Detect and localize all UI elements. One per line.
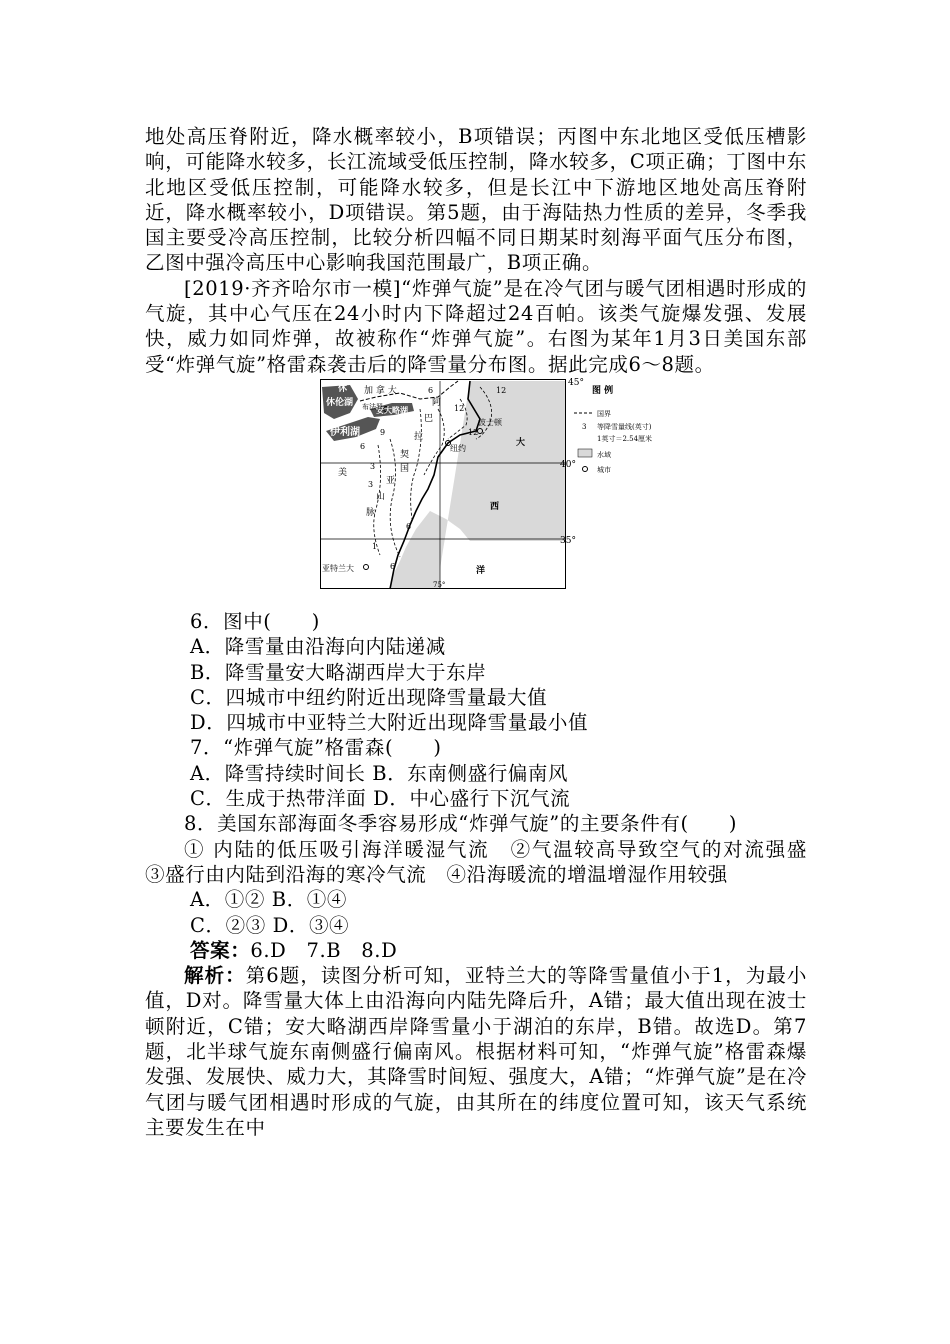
lake-ontario-label: 安大略湖 (376, 404, 408, 415)
document-page (145, 124, 828, 1140)
appalachian-label-5: 亚 (386, 475, 396, 486)
ocean-label-3: 洋 (476, 565, 486, 576)
usa-label-1: 美 (338, 467, 348, 478)
ocean-label-2: 西 (490, 501, 500, 512)
isoline-label: 12 (496, 385, 507, 395)
q6-option-c: C．四城市中纽约附近出现降雪量最大值 (190, 685, 548, 709)
isoline-label: 3 (370, 461, 376, 471)
legend-title: 图 例 (592, 385, 614, 396)
atlanta-label: 亚特兰大 (322, 563, 354, 573)
q6-option-d: D．四城市中亚特兰大附近出现降雪量最小值 (190, 711, 589, 735)
q8-stem: 8．美国东部海面冬季容易形成“炸弹气旋”的主要条件有( ) (184, 812, 738, 836)
answer-text: 6.D 7.B 8.D (250, 938, 398, 962)
q7-options-ab: A．降雪持续时间长 B．东南侧盛行偏南风 (190, 761, 569, 785)
isoline-label: 9 (380, 427, 386, 437)
isoline-label: 6 (390, 561, 396, 571)
new-york-label: 纽约 (450, 443, 466, 453)
q8-options-cd: C．②③ D．③④ (190, 913, 350, 937)
ocean-label-1: 大 (516, 437, 526, 448)
isoline-label: 6 (428, 385, 434, 395)
isoline-label: 1 (372, 541, 378, 551)
analysis-paragraph (145, 963, 807, 1140)
appalachian-label-6: 山 (376, 491, 386, 502)
buffalo-label: 布法罗 (362, 402, 383, 411)
isoline-label: 12 (468, 427, 479, 437)
appalachian-label-1: 阿 (432, 397, 442, 408)
material-paragraph: [2019·齐齐哈尔市一模]“炸弹气旋”是在冷气团与暖气团相遇时形成的气旋，其中心气压在24小时内下降超过24百帕。该类气旋爆发强、发展快，威力如同炸弹，故被称作“炸弹气旋”。右图为某年1月3日美国东部受“炸弹气旋”格雷森袭击后的降雪量分布图。据此完成6～8题。 (145, 276, 807, 376)
lake-huron-label-1: 休 (338, 383, 348, 394)
legend-isoline-label: 等降雪量线(英寸) (597, 422, 652, 431)
isoline-label: 6 (406, 521, 412, 531)
q8-options-text: ① 内陆的低压吸引海洋暖湿气流 ②气温较高导致空气的对流强盛 ③盛行由内陆到沿海的寒冷气流 ④沿海暖流的增温增湿作用较强 (145, 837, 828, 886)
q8-options-ab: A．①② B．①④ (190, 888, 348, 912)
isoline-label: 3 (368, 479, 374, 489)
snowfall-map-figure (145, 377, 807, 609)
lat-40-label: 40° (560, 459, 576, 470)
lake-huron-label: 休伦湖 (326, 397, 354, 408)
appalachian-label-7: 脉 (366, 507, 376, 518)
legend-isoline-sample: 3 (582, 422, 587, 431)
legend-unit-label: 1英寸＝2.54厘米 (597, 434, 653, 443)
usa-label-2: 国 (400, 463, 410, 474)
q7-options-cd: C．生成于热带洋面 D．中心盛行下沉气流 (190, 787, 571, 811)
q6-option-b: B．降雪量安大略湖西岸大于东岸 (190, 660, 487, 684)
appalachian-label-2: 巴 (424, 413, 434, 424)
lon-75-label: 75° (433, 580, 446, 589)
q6-stem: 6．图中( ) (190, 609, 320, 633)
q7-stem: 7．“炸弹气旋”格雷森( ) (190, 736, 442, 760)
lat-35-label: 35° (560, 535, 576, 546)
answer-line (145, 938, 807, 963)
legend-city-label: 城市 (597, 465, 611, 474)
appalachian-label-3: 拉 (414, 431, 424, 442)
legend-water-symbol (578, 449, 592, 457)
appalachian-label-4: 契 (400, 449, 410, 460)
canada-label: 加 拿 大 (364, 385, 397, 396)
analysis-text: 第6题，读图分析可知，亚特兰大的等降雪量值小于1，为最小值，D对。降雪量大体上由沿海向内陆先降后升，A错；最大值出现在波士顿附近，C错；安大略湖西岸降雪量小于湖泊的东岸，B错。故选D。第7题，北半球气旋东南侧盛行偏南风。根据材料可知，“炸弹气旋”格雷森爆发强、发展快、威力大，其降雪时间短、强度大，A错；“炸弹气旋”是在冷气团与暖气团相遇时形成的气旋，由其所在的纬度位置可知，该天气系统主要发生在中 (145, 964, 807, 1139)
answer-label: 答案： (190, 938, 251, 962)
intro-paragraph: 地处高压脊附近，降水概率较小，B项错误；丙图中东北地区受低压槽影响，可能降水较多，长江流域受低压控制，降水较多，C项正确；丁图中东北地区受低压控制，可能降水较多，但是长江中下游地区地处高压脊附近，降水概率较小，D项错误。第5题，由于海陆热力性质的差异，冬季我国主要受冷高压控制，比较分析四幅不同日期某时刻海平面气压分布图，乙图中强冷高压中心影响我国范围最广，B项正确。 (145, 125, 807, 275)
legend-water-label: 水域 (597, 450, 611, 459)
legend-border-label: 国界 (597, 409, 611, 418)
isoline-label: 6 (360, 441, 366, 451)
legend-city-symbol (583, 466, 588, 471)
isoline-label: 12 (454, 403, 465, 413)
lake-erie-label: 伊利湖 (330, 426, 360, 438)
analysis-label: 解析： (184, 964, 246, 988)
lat-45-label: 45° (568, 377, 584, 388)
boston-label: 波士顿 (478, 417, 502, 427)
snowfall-map (320, 377, 653, 589)
q6-option-a: A．降雪量由沿海向内陆递减 (190, 635, 446, 659)
